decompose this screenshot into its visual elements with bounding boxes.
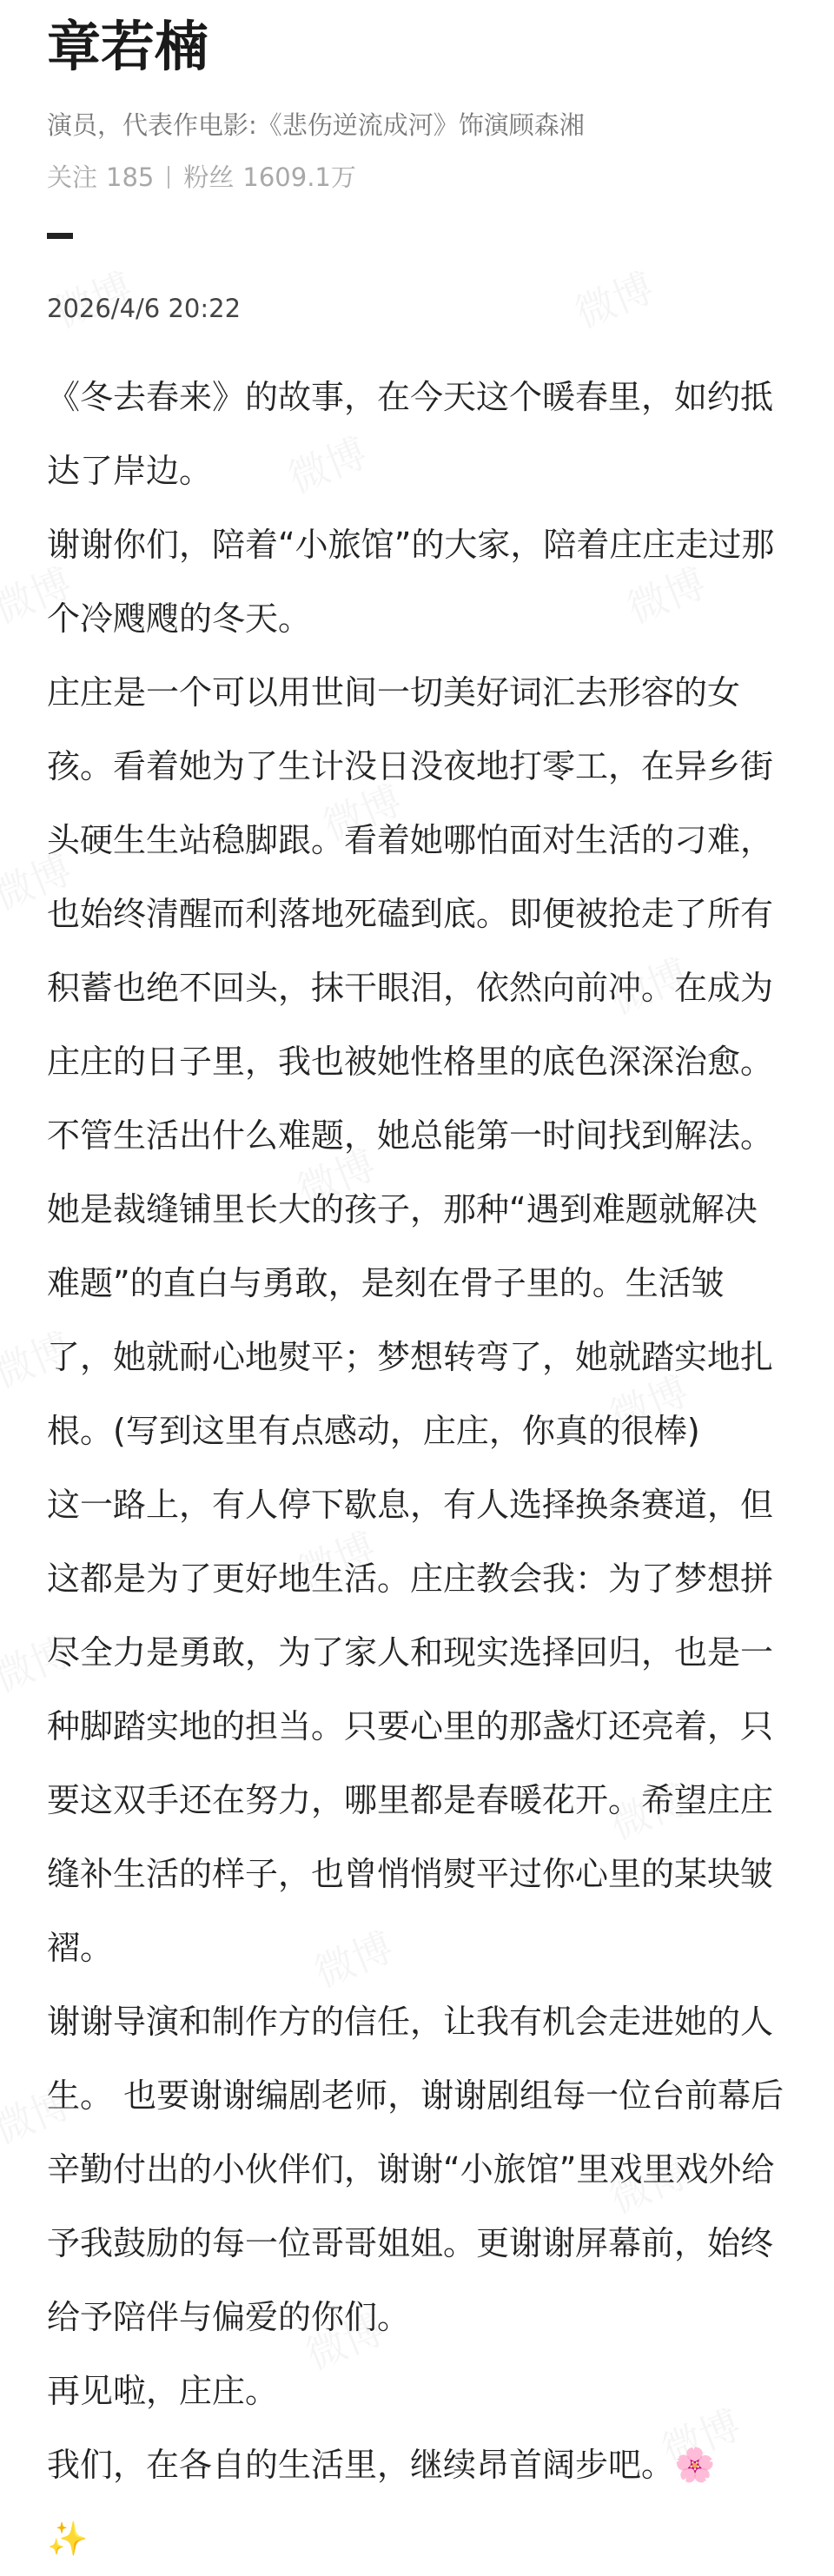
post-timestamp: 2026/4/6 20:22	[47, 294, 242, 323]
post-paragraph: 谢谢导演和制作方的信任，让我有机会走进她的人生。 也要谢谢编剧老师，谢谢剧组每一位台前幕后辛勤付出的小伙伴们，谢谢“小旅馆”里戏里戏外给予我鼓励的每一位哥哥姐姐。更谢谢屏幕前，始终给予陪伴与偏爱的你们。	[47, 2003, 784, 2336]
fans-stat[interactable]	[183, 160, 356, 195]
post-paragraph-text: 我们，在各自的生活里，继续昂首阔步吧。	[47, 2446, 675, 2484]
post-content	[47, 361, 787, 2576]
follow-label: 关注	[47, 162, 98, 192]
fans-count: 1609.1万	[242, 162, 356, 192]
stats-divider	[168, 166, 169, 189]
post-paragraph-last	[47, 2428, 787, 2502]
post-paragraph: 《冬去春来》的故事，在今天这个暖春里，如约抵达了岸边。	[47, 378, 774, 490]
follow-stat[interactable]	[47, 160, 154, 195]
post-paragraph: 谢谢你们，陪着“小旅馆”的大家，陪着庄庄走过那个冷飕飕的冬天。	[47, 526, 775, 638]
follow-count: 185	[106, 162, 155, 192]
post-paragraph: 不管生活出什么难题，她总能第一时间找到解法。她是裁缝铺里长大的孩子，那种“遇到难题就解决难题”的直白与勇敢，是刻在骨子里的。生活皱了，她就耐心地熨平；梦想转弯了，她就踏实地扎根。(写到这里有点感动，庄庄，你真的很棒)	[47, 1116, 774, 1450]
fans-label: 粉丝	[183, 162, 235, 192]
post-paragraph: 这一路上，有人停下歇息，有人选择换条赛道，但这都是为了更好地生活。庄庄教会我：为了梦想拼尽全力是勇敢，为了家人和现实选择回归，也是一种脚踏实地的担当。只要心里的那盏灯还亮着，只要这双手还在努力，哪里都是春暖花开。希望庄庄缝补生活的样子，也曾悄悄熨平过你心里的某块皱褶。	[47, 1486, 774, 1967]
section-divider	[47, 233, 73, 239]
cherry-blossom-icon: 🌸	[674, 2446, 716, 2484]
profile-name[interactable]: 章若楠	[47, 15, 209, 78]
post-paragraph: 再见啦，庄庄。	[47, 2372, 279, 2410]
profile-bio: 演员，代表作电影:《悲伤逆流成河》饰演顾森湘	[47, 110, 585, 140]
profile-stats	[47, 160, 787, 195]
sparkles-icon: ✨	[47, 2520, 89, 2558]
post-paragraph: 庄庄是一个可以用世间一切美好词汇去形容的女孩。看着她为了生计没日没夜地打零工，在异乡街头硬生生站稳脚跟。看着她哪怕面对生活的刁难，也始终清醒而利落地死磕到底。即便被抢走了所有积蓄也绝不回头，抹干眼泪，依然向前冲。在成为庄庄的日子里，我也被她性格里的底色深深治愈。	[47, 673, 774, 1081]
post-emoji-line	[47, 2502, 787, 2576]
